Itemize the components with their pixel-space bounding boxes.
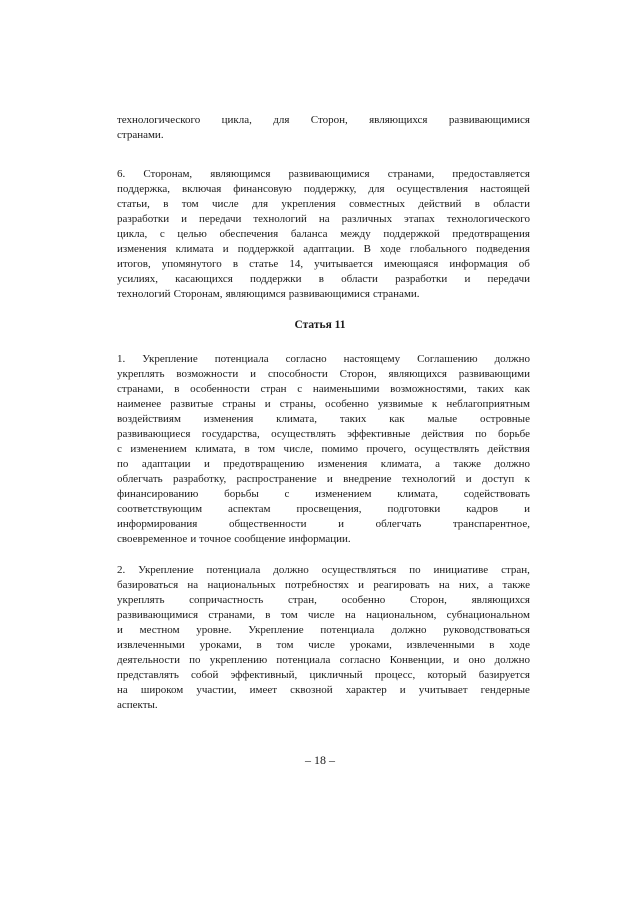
text-line: информирования общественности и облегчать транспарентное, <box>117 518 530 530</box>
text-line: поддержка, включая финансовую поддержку, для осуществления настоящей <box>117 183 530 195</box>
text-line: представлять собой эффективный, цикличный процесс, который базируется <box>117 669 530 681</box>
continuation-paragraph <box>117 113 530 143</box>
text-line: с изменением климата, в том числе, помимо прочего, осуществлять действия <box>117 443 530 455</box>
text-line: развивающиеся государства, осуществлять эффективные действия по борьбе <box>117 428 530 440</box>
text-line: соответствующим аспектам просвещения, подготовки кадров и <box>117 503 530 515</box>
text-line: своевременное и точное сообщение информации. <box>117 533 351 545</box>
text-line: статьи, в том числе для укрепления совместных действий в области <box>117 198 530 210</box>
text-line: деятельности по укреплению потенциала согласно Конвенции, и оно должно <box>117 654 530 666</box>
text-line: по адаптации и предотвращению изменения климата, а также должно <box>117 458 530 470</box>
text-line: технологий Сторонам, являющимся развивающимися странами. <box>117 288 420 300</box>
text-line: аспекты. <box>117 699 158 711</box>
text-line: извлеченными уроками, в том числе уроками, извлеченными в ходе <box>117 639 530 651</box>
text-line: технологического цикла, для Сторон, являющихся развивающимися <box>117 114 530 126</box>
text-line: 2. Укрепление потенциала должно осуществляться по инициативе стран, <box>117 564 530 576</box>
paragraph-11-2 <box>117 563 530 713</box>
paragraph-11-1 <box>117 352 530 547</box>
text-line: странами. <box>117 129 164 141</box>
text-line: 1. Укрепление потенциала согласно настоящему Соглашению должно <box>117 353 530 365</box>
text-line: 6. Сторонам, являющимся развивающимися странами, предоставляется <box>117 168 530 180</box>
text-line: развивающимися странами, в том числе на национальном, субнациональном <box>117 609 530 621</box>
text-line: изменения климата и поддержкой адаптации. В ходе глобального подведения <box>117 243 530 255</box>
text-line: цикла, с целью обеспечения баланса между поддержкой предотвращения <box>117 228 530 240</box>
text-line: финансированию борьбы с изменением климата, содействовать <box>117 488 530 500</box>
text-line: усилиях, касающихся поддержки в области разработки и передачи <box>117 273 530 285</box>
article-heading: Статья 11 <box>294 319 346 331</box>
paragraph-6 <box>117 167 530 302</box>
text-line: укреплять возможности и способности Сторон, являющихся развивающими <box>117 368 530 380</box>
text-line: на широком участии, имеет сквозной характер и учитывает гендерные <box>117 684 530 696</box>
text-line: облегчать разработку, распространение и внедрение технологий и доступ к <box>117 473 530 485</box>
text-line: итогов, упомянутого в статье 14, учитывается имеющаяся информация об <box>117 258 530 270</box>
text-line: базироваться на национальных потребностях и реагировать на них, а также <box>117 579 530 591</box>
page-number: – 18 – <box>305 753 335 767</box>
text-line: странами, в особенности стран с наименьшими возможностями, таких как <box>117 383 530 395</box>
text-line: наименее развитые страны и страны, особенно уязвимые к неблагоприятным <box>117 398 530 410</box>
text-line: укреплять сопричастность стран, особенно Сторон, являющихся <box>117 594 530 606</box>
text-line: разработки и передачи технологий на различных этапах технологического <box>117 213 530 225</box>
text-line: и местном уровне. Укрепление потенциала должно руководствоваться <box>117 624 530 636</box>
text-line: воздействиям изменения климата, таких как малые островные <box>117 413 530 425</box>
